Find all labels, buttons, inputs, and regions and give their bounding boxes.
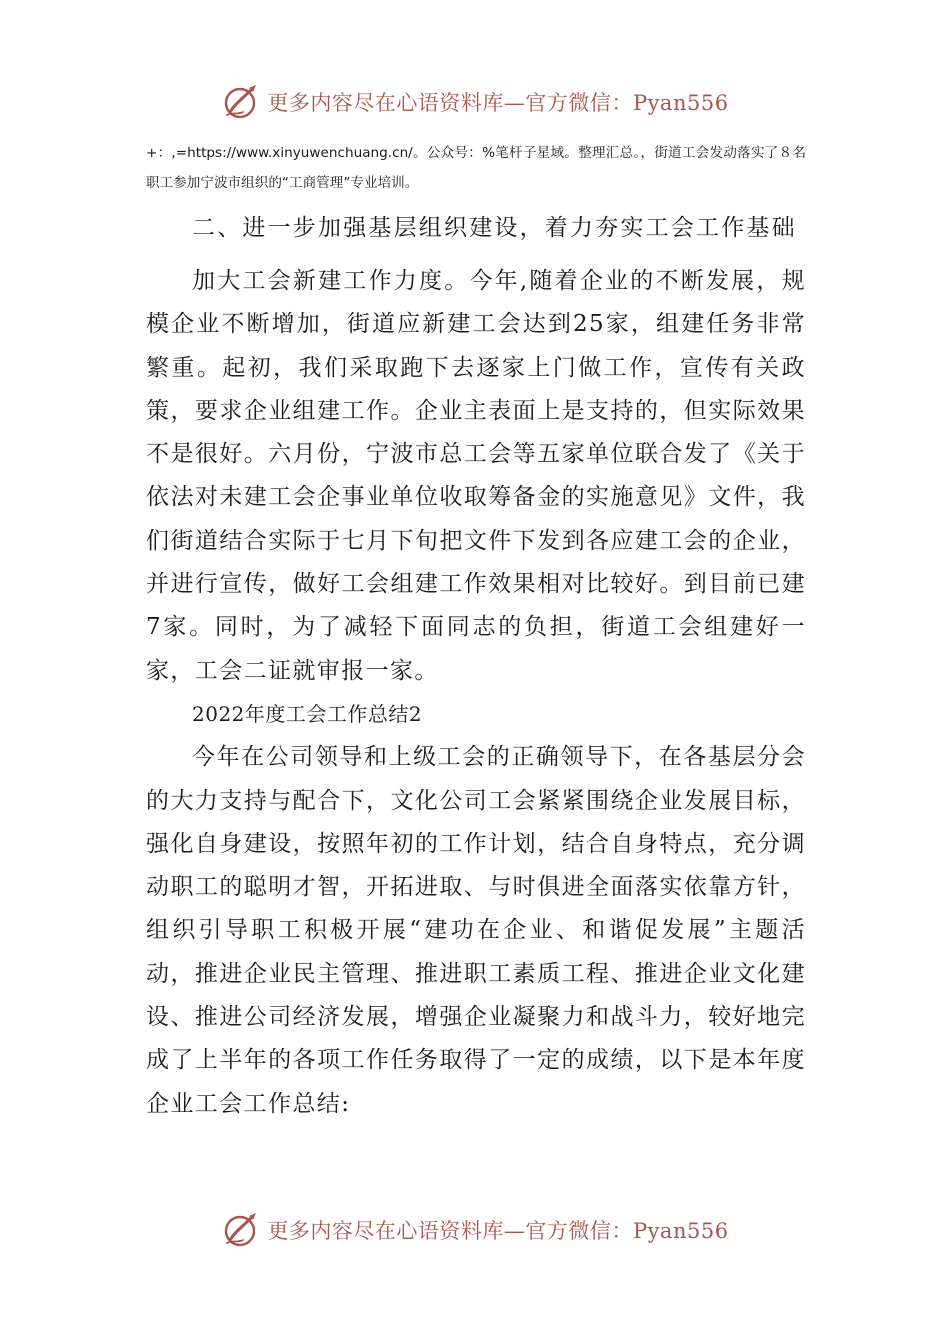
header-banner — [0, 78, 950, 126]
body-paragraph: 今年在公司领导和上级工会的正确领导下，在各基层分会的大力支持与配合下，文化公司工会紧紧围绕企业发展目标，强化自身建设，按照年初的工作计划，结合自身特点，充分调动职工的聪明才智，开拓进取、与时俱进全面落实依靠方针，组织引导职工积极开展“建功在企业、和谐促发展”主题活动，推进企业民主管理、推进职工素质工程、推进企业文化建设、推进公司经济发展，增强企业凝聚力和战斗力，较好地完成了上半年的各项工作任务取得了一定的成绩，以下是本年度企业工会工作总结: — [146, 744, 806, 1117]
pen-signature-logo-icon — [221, 82, 261, 122]
banner-slogan: 更多内容尽在心语资料库—官方微信： — [267, 1219, 633, 1243]
banner-wechat-id: Pyan556 — [632, 91, 729, 115]
body-paragraph: 加大工会新建工作力度。今年,随着企业的不断发展，规模企业不断增加，街道应新建工会达到25家，组建任务非常繁重。起初，我们采取跑下去逐家上门做工作，宣传有关政策，要求企业组建工作。企业主表面上是支持的，但实际效果不是很好。六月份，宁波市总工会等五家单位联合发了《关于依法对未建工会企事业单位收取筹备金的实施意见》文件，我们街道结合实际于七月下旬把文件下发到各应建工会的企业，并进行宣传，做好工会组建工作效果相对比较好。到目前已建7家。同时，为了减轻下面同志的负担，街道工会组建好一家，工会二证就审报一家。 — [146, 268, 806, 684]
document-body — [146, 138, 806, 1126]
footer-banner — [0, 1206, 950, 1254]
banner-text — [267, 87, 728, 117]
banner-text — [267, 1215, 728, 1245]
pen-signature-logo-icon — [221, 1210, 261, 1250]
intro-paragraph: +：,=https://www.xinyuwenchuang.cn/。公众号：%笔杆子星域。整理汇总。，街道工会发动落实了８名职工参加宁波市组织的“工商管理”专业培训。 — [146, 145, 806, 191]
section-heading: 二、进一步加强基层组织建设，着力夯实工会工作基础 — [192, 215, 797, 241]
banner-wechat-id: Pyan556 — [632, 1219, 729, 1243]
document-subtitle: 2022年度工会工作总结2 — [192, 701, 423, 726]
banner-slogan: 更多内容尽在心语资料库—官方微信： — [267, 91, 633, 115]
